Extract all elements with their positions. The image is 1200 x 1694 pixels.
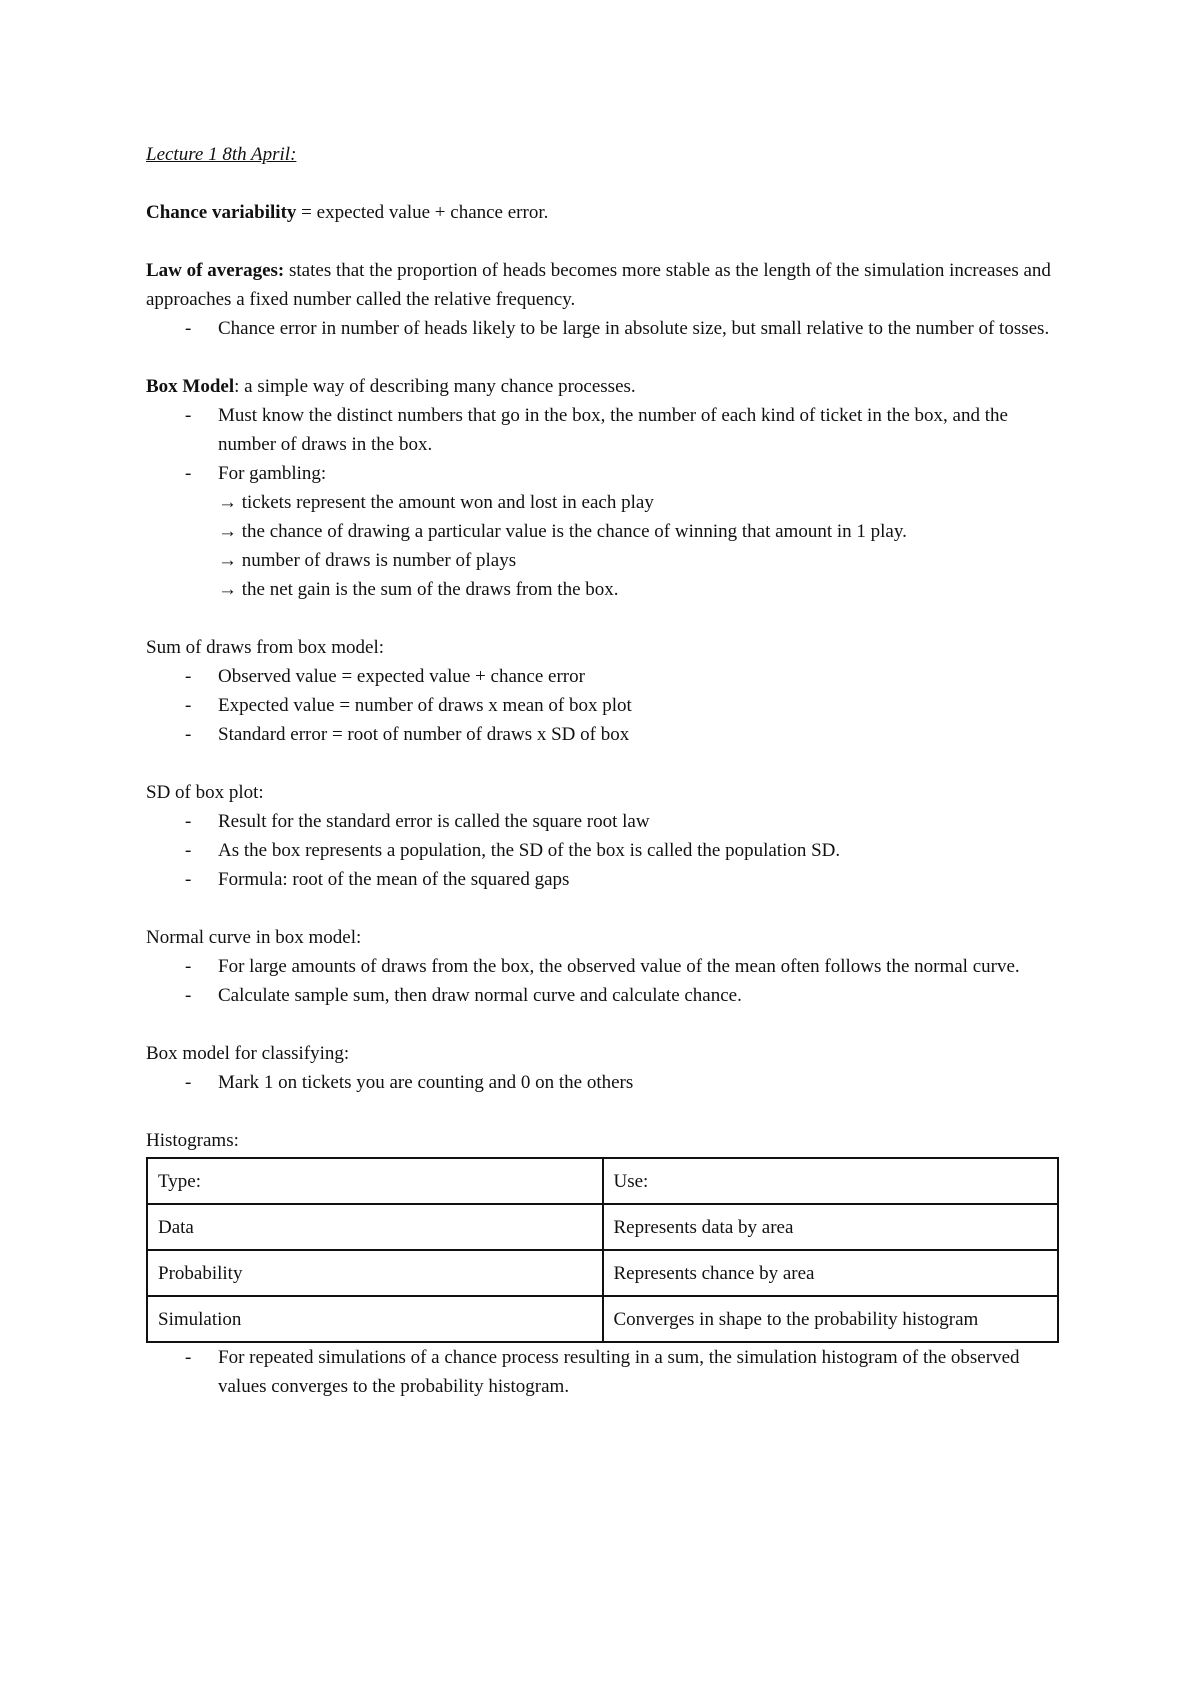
table-cell: Use: <box>603 1158 1059 1204</box>
sum-of-draws-list <box>146 662 1066 749</box>
table-cell: Represents chance by area <box>603 1250 1059 1296</box>
table-cell: Data <box>147 1204 603 1250</box>
classifying-heading: Box model for classifying: <box>146 1043 350 1064</box>
box-model-text: : a simple way of describing many chance processes. <box>234 376 636 397</box>
table-row <box>147 1296 1058 1342</box>
gambling-label: - For gambling: <box>218 463 327 484</box>
list-item: - For large amounts of draws from the box, the observed value of the mean often follows the normal curve. <box>146 952 1066 981</box>
histograms-table <box>146 1157 1059 1343</box>
box-model-term: Box Model <box>146 376 235 397</box>
list-item: - Mark 1 on tickets you are counting and 0 on the others <box>146 1068 1066 1097</box>
gambling-line: → the chance of drawing a particular value is the chance of winning that amount in 1 play. <box>218 521 907 542</box>
gambling-line: → tickets represent the amount won and lost in each play <box>218 492 654 513</box>
histograms-heading: Histograms: <box>146 1130 239 1151</box>
gambling-line: → number of draws is number of plays <box>218 550 517 571</box>
table-row <box>147 1250 1058 1296</box>
list-item: - Formula: root of the mean of the squared gaps <box>146 865 1066 894</box>
sum-of-draws-heading: Sum of draws from box model: <box>146 637 385 658</box>
document-page <box>146 140 1066 1401</box>
list-item: - Result for the standard error is called the square root law <box>146 807 1066 836</box>
list-item: - Standard error = root of number of draws x SD of box <box>146 720 1066 749</box>
chance-variability-line <box>146 198 1066 227</box>
list-item: - Calculate sample sum, then draw normal curve and calculate chance. <box>146 981 1066 1010</box>
table-header-row <box>147 1158 1058 1204</box>
normal-curve-list <box>146 952 1066 1010</box>
table-cell: Converges in shape to the probability histogram <box>603 1296 1059 1342</box>
law-of-averages-line <box>146 256 1066 314</box>
chance-variability-term: Chance variability <box>146 202 297 223</box>
list-item-gambling <box>146 459 1066 604</box>
table-cell: Type: <box>147 1158 603 1204</box>
law-of-averages-list <box>146 314 1066 343</box>
histograms-list <box>146 1343 1066 1401</box>
gambling-line: → the net gain is the sum of the draws from the box. <box>218 579 619 600</box>
list-item: - Chance error in number of heads likely to be large in absolute size, but small relative to the number of tosses. <box>146 314 1066 343</box>
list-item: - As the box represents a population, the SD of the box is called the population SD. <box>146 836 1066 865</box>
law-of-averages-text: states that the proportion of heads becomes more stable as the length of the simulation increases and approaches a fixed number called the relative frequency. <box>146 260 1051 310</box>
list-item: - For repeated simulations of a chance process resulting in a sum, the simulation histogram of the observed values converges to the probability histogram. <box>146 1343 1066 1401</box>
table-cell: Represents data by area <box>603 1204 1059 1250</box>
table-row <box>147 1204 1058 1250</box>
page-title: Lecture 1 8th April: <box>146 144 297 165</box>
list-item: - Expected value = number of draws x mean of box plot <box>146 691 1066 720</box>
list-item: - Observed value = expected value + chance error <box>146 662 1066 691</box>
list-item: - Must know the distinct numbers that go in the box, the number of each kind of ticket in the box, and the number of draws in the box. <box>146 401 1066 459</box>
sd-box-plot-heading: SD of box plot: <box>146 782 264 803</box>
classifying-list <box>146 1068 1066 1097</box>
box-model-line <box>146 372 1066 401</box>
sd-box-plot-list <box>146 807 1066 894</box>
chance-variability-text: = expected value + chance error. <box>296 202 549 223</box>
law-of-averages-term: Law of averages: <box>146 260 285 281</box>
box-model-list <box>146 401 1066 604</box>
table-cell: Simulation <box>147 1296 603 1342</box>
table-cell: Probability <box>147 1250 603 1296</box>
normal-curve-heading: Normal curve in box model: <box>146 927 362 948</box>
